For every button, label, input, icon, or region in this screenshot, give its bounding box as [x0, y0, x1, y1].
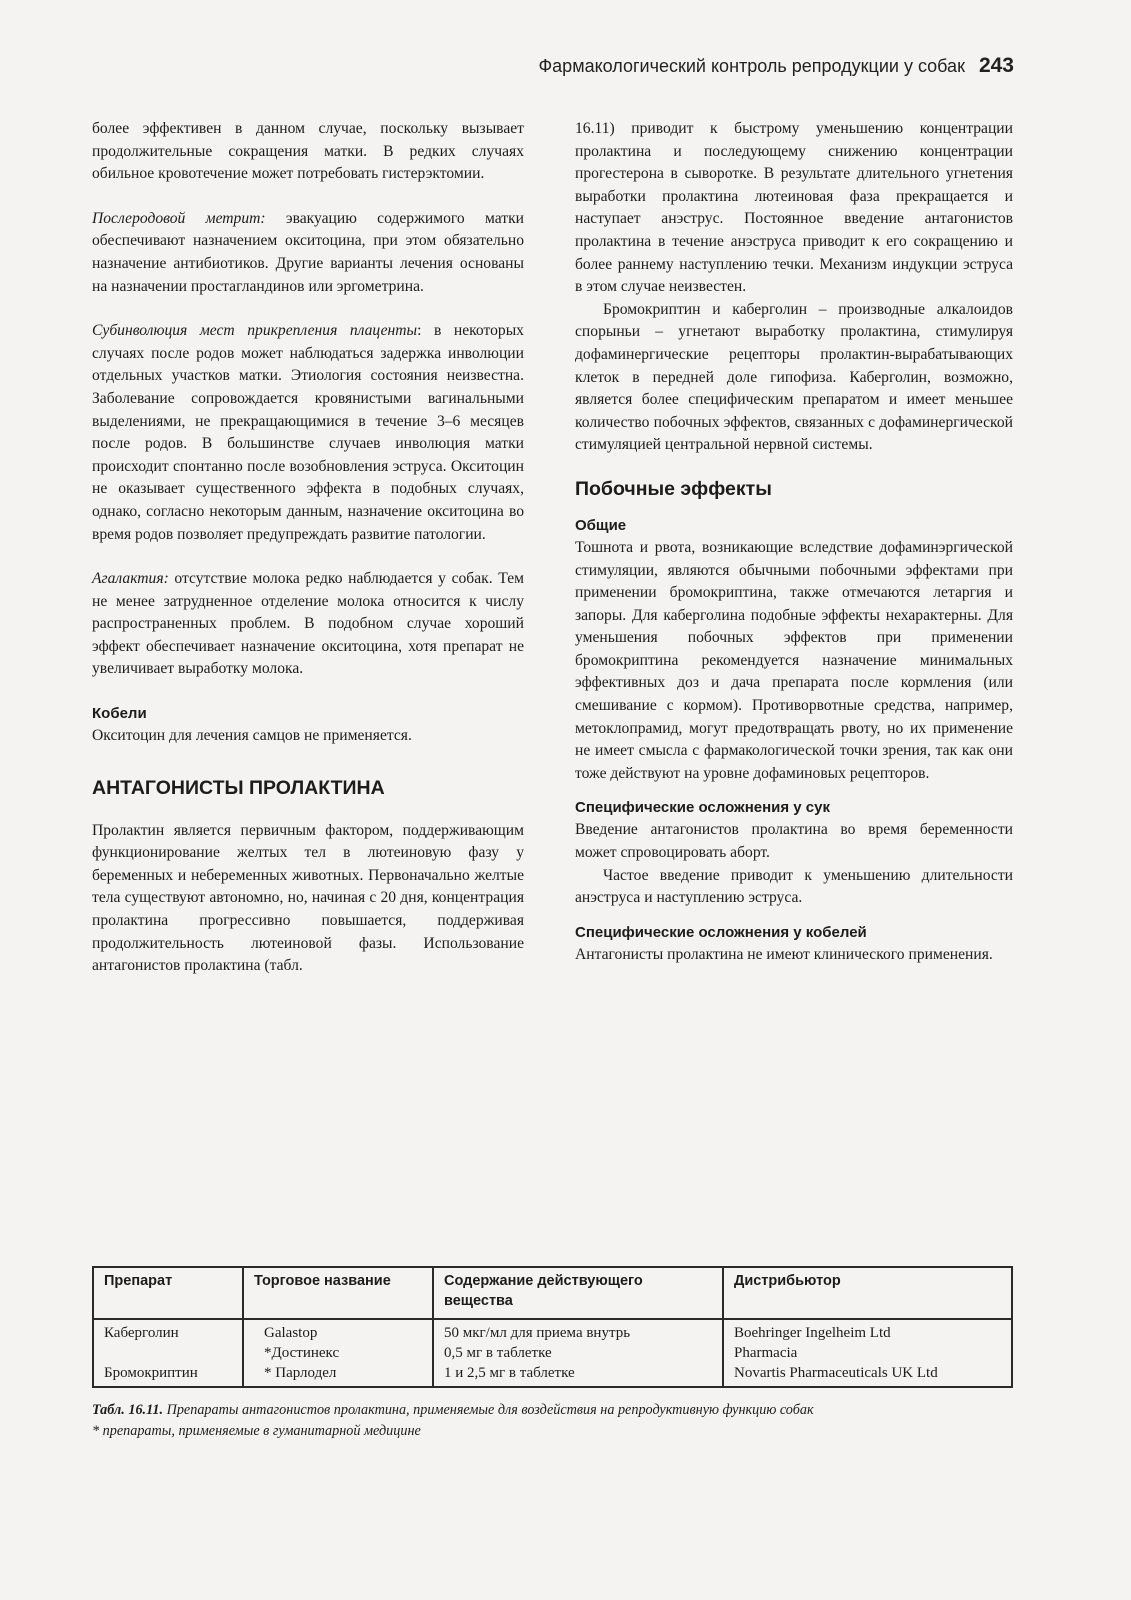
subheading-bitches: Специфические осложнения у сук: [575, 799, 830, 817]
table-caption: [92, 1400, 1013, 1442]
content-value: 1 и 2,5 мг в таблетке: [444, 1365, 575, 1381]
trade-name: * Парлодел: [264, 1365, 337, 1381]
distributor-name: Boehringer Ingelheim Ltd: [734, 1325, 891, 1341]
text-subinvolution: : в некоторых случаях после родов может наблюдаться задержка инволюции отдельных участков матки. Этиология состояния неизвестна. Заболевание сопровождается кровянистыми вагинальными выделениями, не прекращающимися в течение 3–6 месяцев после родов. В большинстве случаев инволюция матки происходит спонтанно после возобновления эструса. Окситоцин не оказывает существенного эффекта в подобных случаях, однако, согласно некоторым данным, назначение окситоцина во время родов позволяет предупреждать развитие патологии.: [92, 322, 524, 543]
caption-text: Препараты антагонистов пролактина, применяемые для воздействия на репродуктивную функцию собак: [163, 1402, 814, 1418]
term-subinvolution: Субинволюция мест прикрепления плаценты: [92, 322, 418, 340]
paragraph-metritis: [92, 208, 524, 298]
drug-table: [92, 1266, 1013, 1388]
paragraph: более эффективен в данном случае, поскольку вызывает продолжительные сокращения матки. В редких случаях обильное кровотечение может потребовать гистерэктомии.: [92, 120, 524, 183]
caption-label: Табл. 16.11.: [92, 1402, 164, 1418]
section-heading: АНТАГОНИСТЫ ПРОЛАКТИНА: [92, 776, 385, 799]
column-header-distributor: Дистрибьютор: [723, 1267, 1012, 1319]
trade-name: *Достинекс: [264, 1345, 340, 1361]
distributor-name: Novartis Pharmaceuticals UK Ltd: [734, 1365, 938, 1381]
cell-distributor: [723, 1319, 1012, 1387]
term-agalactia: Агалактия:: [92, 570, 169, 588]
paragraph-general: Тошнота и рвота, возникающие вследствие дофаминэргической стимуляции, являются обычными побочными эффектами при применении бромокриптина, также отмечаются летаргия и запоры. Для каберголина подобные эффекты нехарактерны. Для уменьшения побочных эффектов при применении бромокриптина рекомендуется назначение минимальных эффективных доз и дача препарата после кормления (или смешивание с кормом). Противорвотные средства, например, метоклопрамид, могут предотвращать рвоту, но их применение не имеет смысла с фармакологической точки зрения, так как они тоже действуют на уровне дофаминовых рецепторов.: [575, 538, 1013, 782]
content-value: 0,5 мг в таблетке: [444, 1345, 552, 1361]
drug-name: Каберголин: [104, 1325, 179, 1341]
paragraph-dogs: Антагонисты пролактина не имеют клинического применения.: [575, 945, 993, 963]
left-column: [92, 118, 524, 978]
paragraph-bitches-2: Частое введение приводит к уменьшению длительности анэструса и наступлению эструса.: [575, 866, 1013, 907]
subheading-males: Кобели: [92, 705, 147, 723]
paragraph-bitches: Введение антагонистов пролактина во время беременности может спровоцировать аборт.: [575, 821, 1013, 862]
drug-name: [104, 1343, 232, 1363]
paragraph-males: Окситоцин для лечения самцов не применяется.: [92, 727, 412, 745]
paragraph-agalactia: [92, 568, 524, 681]
column-header-trade-name: Торговое название: [243, 1267, 433, 1319]
text-metritis: эвакуацию содержимого матки обеспечивают назначением окситоцина, при этом обязательно назначение антибиотиков. Другие варианты лечения основаны на назначении простагландинов или эргометрина.: [92, 209, 524, 295]
column-header-drug: Препарат: [93, 1267, 243, 1319]
table-row: [93, 1319, 1012, 1387]
cell-content: [433, 1319, 723, 1387]
cell-trade-name: [243, 1319, 433, 1387]
subheading-general: Общие: [575, 516, 627, 534]
running-header: [380, 54, 1014, 78]
section-heading-side-effects: Побочные эффекты: [575, 477, 772, 500]
trade-name: Galastop: [264, 1325, 318, 1341]
paragraph: Бромокриптин и каберголин – производные алкалоидов спорыньи – угнетают выработку пролактина, стимулируя дофаминергические рецепторы пролактин-вырабатывающих клеток в передней доле гипофиза. Каберголин, возможно, является более специфическим препаратом и имеет меньшее количество побочных эффектов, связанных с дофаминергической стимуляцией центральной нервной системы.: [575, 300, 1013, 454]
column-header-content: Содержание действующего вещества: [433, 1267, 723, 1319]
content-value: 50 мкг/мл для приема внутрь: [444, 1325, 631, 1341]
cell-drug: [93, 1319, 243, 1387]
header-title: Фармакологический контроль репродукции у собак: [538, 56, 965, 76]
paragraph: 16.11) приводит к быстрому уменьшению концентрации пролактина и последующему снижению концентрации прогестерона в сыворотке. В результате длительного угнетения выработки пролактина лютеиновая фаза прекращается и наступает анэструс. Постоянное введение антагонистов пролактина в течение анэструса приводит к его сокращению и более раннему наступлению течки. Механизм индукции эструса в этом случае неизвестен.: [575, 120, 1013, 296]
page-number: 243: [978, 54, 1014, 77]
table-header-row: [93, 1267, 1012, 1319]
paragraph-subinvolution: [92, 320, 524, 546]
drug-name: Бромокриптин: [104, 1365, 198, 1381]
right-column: [575, 118, 1013, 966]
paragraph-prolactin: Пролактин является первичным фактором, поддерживающим функционирование желтых тел в лютеиновую фазу у беременных и небеременных животных. Первоначально желтые тела существуют автономно, но, начиная с 20 дня, концентрация пролактина прогрессивно повышается, поддерживая продолжительность лютеиновой фазы. Использование антагонистов пролактина (табл.: [92, 821, 524, 975]
distributor-name: Pharmacia: [734, 1345, 798, 1361]
term-metritis: Послеродовой метрит:: [92, 209, 266, 227]
caption-footnote: * препараты, применяемые в гуманитарной медицине: [92, 1423, 421, 1439]
subheading-dogs: Специфические осложнения у кобелей: [575, 923, 867, 941]
text-agalactia: отсутствие молока редко наблюдается у собак. Тем не менее затрудненное отделение молока относится к числу распространенных проблем. В подобном случае хороший эффект обеспечивает назначение окситоцина, хотя препарат не увеличивает выработку молока.: [92, 570, 524, 678]
